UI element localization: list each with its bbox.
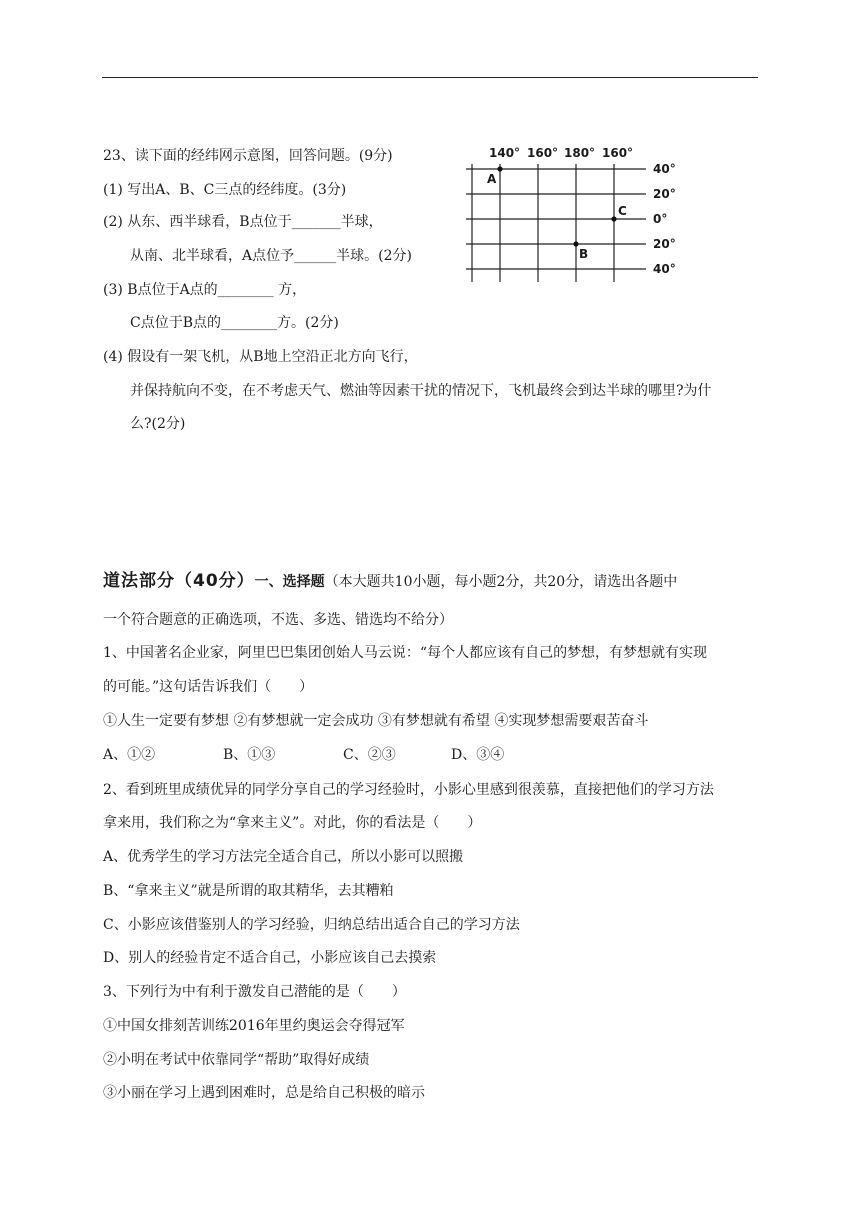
question-2-option-b: B、“拿来主义”就是所谓的取其精华，去其糟粕 [103, 883, 394, 899]
question-1-option-a: A、①② [103, 747, 156, 763]
question-3-line-1: 3、下列行为中有利于激发自己潜能的是（ ） [103, 984, 406, 1000]
question-1-option-c: C、②③ [343, 747, 396, 763]
question-1-statements: ①人生一定要有梦想 ②有梦想就一定会成功 ③有梦想就有希望 ④实现梦想需要艰苦奋斗 [103, 713, 649, 729]
question-2-line-2: 拿来用，我们称之为“拿来主义”。对此，你的看法是（ ） [103, 815, 482, 831]
longitude-label-3: 180° [564, 146, 596, 160]
latitude-label-3: 0° [653, 212, 668, 226]
latitude-label-5: 40° [653, 262, 676, 276]
point-b-marker [573, 241, 578, 246]
question-23-part-4-line-1: (4) 假设有一架飞机，从B地上空沿正北方向飞行， [103, 349, 418, 365]
question-2-option-a: A、优秀学生的学习方法完全适合自己，所以小影可以照搬 [103, 849, 464, 865]
question-2-option-c: C、小影应该借鉴别人的学习经验，归纳总结出适合自己的学习方法 [103, 917, 520, 933]
point-a-marker [497, 166, 502, 171]
question-3-statement-3: ③小丽在学习上遇到困难时，总是给自己积极的暗示 [103, 1085, 425, 1101]
lat-long-grid-diagram [462, 142, 692, 288]
question-23-part-2-line-2: 从南、北半球看，A点位予______半球。(2分) [130, 248, 412, 264]
point-c-marker [611, 216, 616, 221]
point-a-label: A [487, 172, 497, 186]
section-instructions-part-1: （本大题共10小题，每小题2分，共20分，请选出各题中 [324, 574, 678, 590]
question-1-line-2: 的可能。”这句话告诉我们（ ） [103, 679, 314, 695]
question-1-option-d: D、③④ [451, 747, 505, 763]
section-instructions-part-2: 一个符合题意的正确选项，不选、多选、错选均不给分） [103, 612, 453, 628]
question-23-part-3-line-1: (3) B点位于A点的________ 方， [103, 282, 307, 298]
longitude-label-4: 160° [602, 146, 634, 160]
question-1-option-b: B、①③ [223, 747, 276, 763]
question-2-line-1: 2、看到班里成绩优异的同学分享自己的学习经验时，小影心里感到很羡慕，直接把他们的学习方法 [103, 782, 714, 798]
question-2-option-d: D、别人的经验肯定不适合自己，小影应该自己去摸索 [103, 950, 437, 966]
point-c-label: C [618, 204, 627, 218]
question-3-statement-1: ①中国女排刻苦训练2016年里约奥运会夺得冠军 [103, 1018, 405, 1034]
question-23-part-1: (1) 写出A、B、C三点的经纬度。(3分) [103, 182, 347, 198]
header-rule [102, 77, 758, 78]
question-23-part-4-line-3: 么?(2分) [130, 416, 186, 432]
latitude-label-4: 20° [653, 237, 676, 251]
question-3-statement-2: ②小明在考试中依靠同学“帮助”取得好成绩 [103, 1052, 370, 1068]
latitude-label-2: 20° [653, 187, 676, 201]
longitude-label-1: 140° [489, 146, 521, 160]
daofa-section-heading [103, 569, 677, 594]
longitude-label-2: 160° [527, 146, 559, 160]
question-1-line-1: 1、中国著名企业家，阿里巴巴集团创始人马云说：“每个人都应该有自己的梦想，有梦想就有实现 [103, 645, 708, 661]
grid-svg [462, 142, 692, 288]
question-23-title: 23、读下面的经纬网示意图，回答问题。(9分) [103, 148, 393, 164]
point-b-label: B [579, 247, 589, 261]
question-23-part-4-line-2: 并保持航向不变，在不考虑天气、燃油等因素干扰的情况下，飞机最终会到达半球的哪里?为什 [130, 383, 712, 399]
latitude-label-1: 40° [653, 162, 676, 176]
section-title: 道法部分（40分） [103, 571, 255, 591]
question-23-part-2-line-1: (2) 从东、西半球看，B点位于_______半球， [103, 214, 383, 230]
subsection-title: 一、选择题 [254, 574, 325, 590]
question-23-part-3-line-2: C点位于B点的________方。(2分) [130, 315, 339, 331]
